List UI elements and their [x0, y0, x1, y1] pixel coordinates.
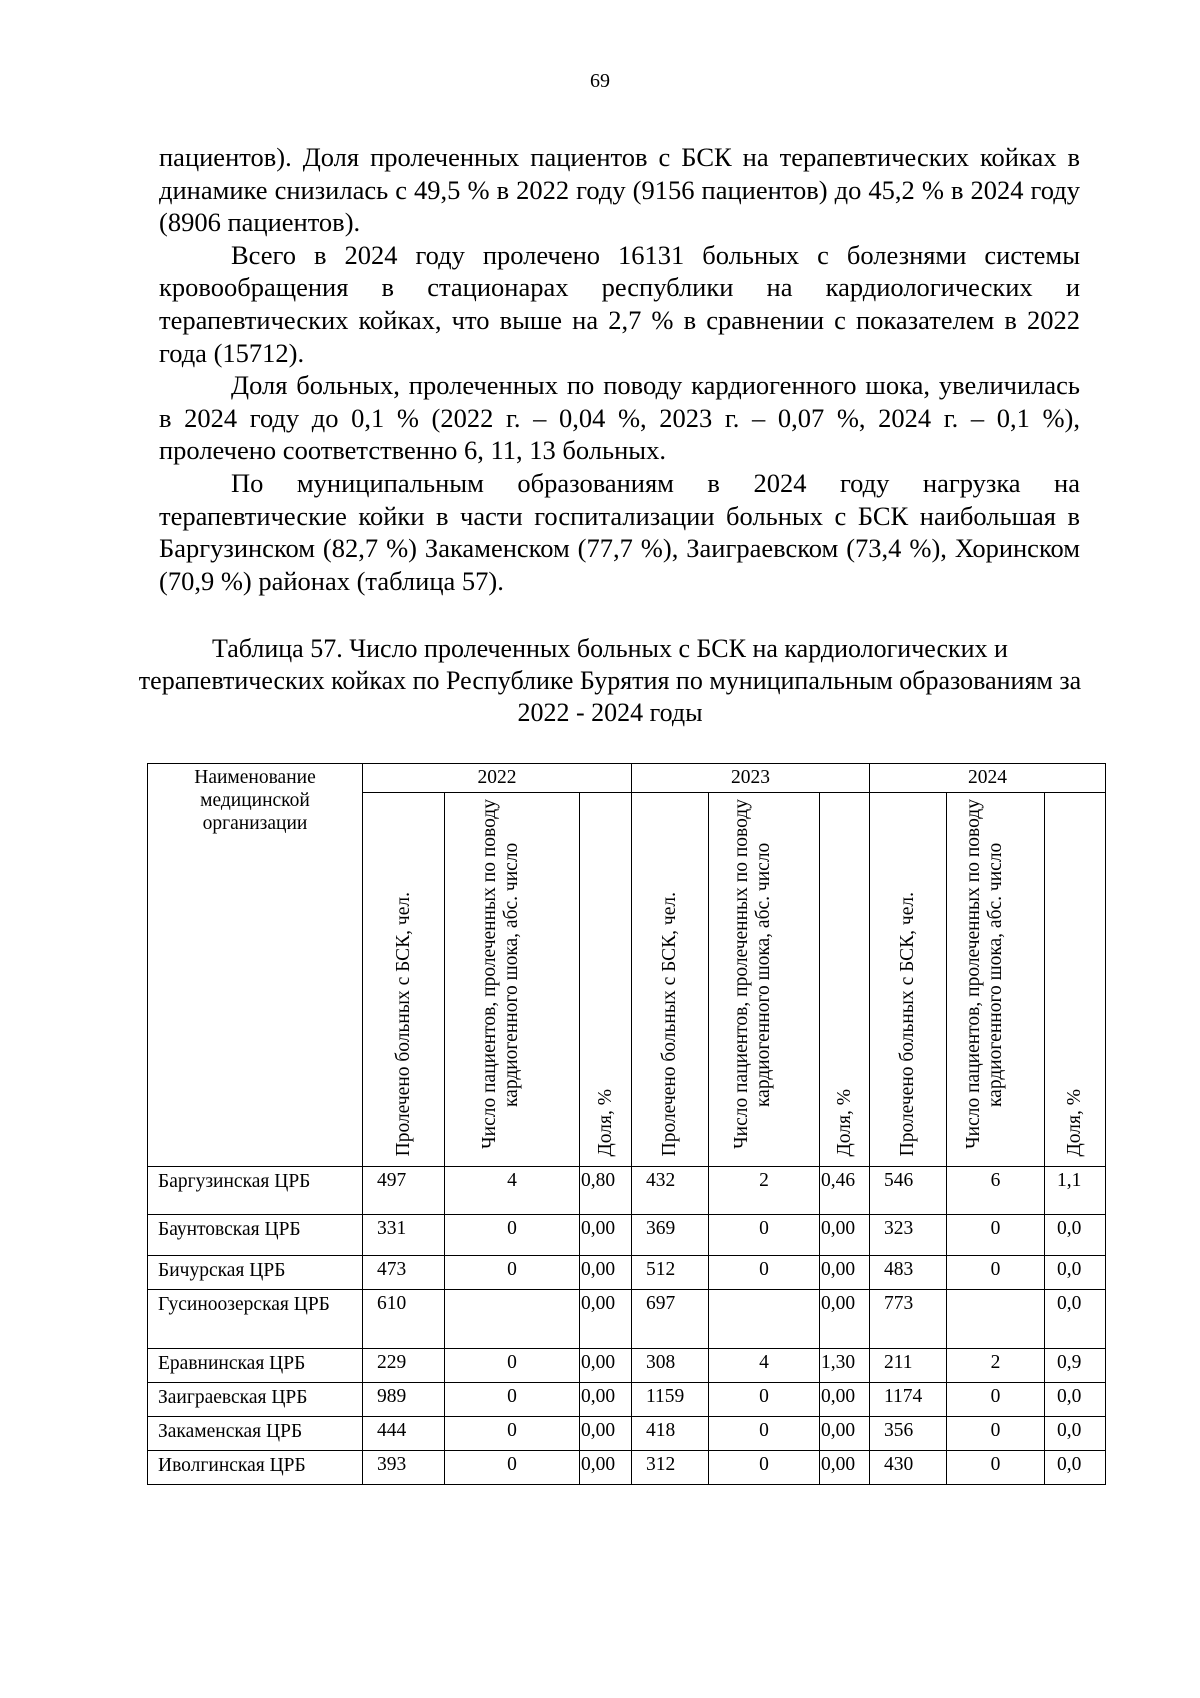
cell: 1,30 [820, 1349, 870, 1383]
cell: 610 [363, 1290, 445, 1349]
cell: 0 [709, 1256, 820, 1290]
cell: 0 [445, 1451, 580, 1485]
cell: 211 [870, 1349, 947, 1383]
share-header: Доля, % [833, 1088, 855, 1156]
cell: 0 [947, 1451, 1045, 1485]
header-row-years [148, 764, 1106, 793]
cell: 0,0 [1045, 1290, 1106, 1349]
cell: 0 [709, 1383, 820, 1417]
cell: 1174 [870, 1383, 947, 1417]
body-text [159, 141, 1080, 597]
cell [709, 1290, 820, 1349]
table-row [148, 1215, 1106, 1256]
cell: 2 [947, 1349, 1045, 1383]
shock-header: Число пациентов, пролеченных по поводу кардиогенного шока, абс. число [479, 799, 522, 1150]
paragraph: Всего в 2024 году пролечено 16131 больных с болезнями системы кровообращения в стационарах республики на кардиологических и терапевтических койках, что выше на 2,7 % в сравнении с показателем в 2022 года (15712). [159, 239, 1080, 368]
cell: 430 [870, 1451, 947, 1485]
org-name: Заиграевская ЦРБ [148, 1383, 363, 1417]
cell: 0 [445, 1417, 580, 1451]
cell: 546 [870, 1167, 947, 1215]
cell: 444 [363, 1417, 445, 1451]
cell: 0 [445, 1349, 580, 1383]
cell: 0,00 [820, 1215, 870, 1256]
cell: 773 [870, 1290, 947, 1349]
cell: 0,0 [1045, 1215, 1106, 1256]
cell: 0,00 [580, 1290, 632, 1349]
org-name: Закаменская ЦРБ [148, 1417, 363, 1451]
year-header: 2023 [632, 764, 870, 793]
share-header: Доля, % [594, 1088, 616, 1156]
year-header: 2022 [363, 764, 632, 793]
org-name: Бичурская ЦРБ [148, 1256, 363, 1290]
shock-header: Число пациентов, пролеченных по поводу кардиогенного шока, абс. число [962, 799, 1006, 1150]
cell: 6 [947, 1167, 1045, 1215]
table-row [148, 1451, 1106, 1485]
cell: 0 [445, 1215, 580, 1256]
cell [947, 1290, 1045, 1349]
cell: 0 [947, 1256, 1045, 1290]
cell: 0,00 [580, 1215, 632, 1256]
cell: 432 [632, 1167, 709, 1215]
cell: 2 [709, 1167, 820, 1215]
cell: 0 [709, 1215, 820, 1256]
cell: 0 [709, 1417, 820, 1451]
year-header: 2024 [870, 764, 1106, 793]
cell: 0 [709, 1451, 820, 1485]
cell: 331 [363, 1215, 445, 1256]
cell [445, 1290, 580, 1349]
cell: 0,00 [580, 1349, 632, 1383]
cell: 0 [947, 1417, 1045, 1451]
cell: 369 [632, 1215, 709, 1256]
cell: 0,9 [1045, 1349, 1106, 1383]
page-number: 69 [590, 70, 610, 92]
paragraph: По муниципальным образованиям в 2024 году нагрузка на терапевтические койки в части госпитализации больных с БСК наибольшая в Баргузинском (82,7 %) Закаменском (77,7 %), Заиграевском (73,4 %), Хоринском (70,9 %) районах (таблица 57). [159, 467, 1080, 596]
cell: 0,0 [1045, 1417, 1106, 1451]
cell: 697 [632, 1290, 709, 1349]
cell: 0,46 [820, 1167, 870, 1215]
cell: 0,00 [580, 1417, 632, 1451]
cell: 0,0 [1045, 1451, 1106, 1485]
cell: 483 [870, 1256, 947, 1290]
cell: 323 [870, 1215, 947, 1256]
table-row [148, 1290, 1106, 1349]
cell: 356 [870, 1417, 947, 1451]
share-header: Доля, % [1064, 1088, 1086, 1156]
table-caption: Таблица 57. Число пролеченных больных с БСК на кардиологических и терапевтических койках по Республике Бурятия по муниципальным образованиям за 2022 - 2024 годы [138, 634, 1082, 727]
cell: 0 [445, 1383, 580, 1417]
cell: 308 [632, 1349, 709, 1383]
paragraph: пациентов). Доля пролеченных пациентов с БСК на терапевтических койках в динамике снизилась с 49,5 % в 2022 году (9156 пациентов) до 45,2 % в 2024 году (8906 пациентов). [159, 142, 1080, 238]
cell: 1159 [632, 1383, 709, 1417]
cell: 0 [947, 1215, 1045, 1256]
org-name: Еравнинская ЦРБ [148, 1349, 363, 1383]
cell: 393 [363, 1451, 445, 1485]
cell: 0,00 [820, 1383, 870, 1417]
cell: 0 [947, 1383, 1045, 1417]
shock-header: Число пациентов, пролеченных по поводу кардиогенного шока, абс. число [731, 799, 775, 1150]
cell: 229 [363, 1349, 445, 1383]
table-row [148, 1383, 1106, 1417]
cell: 0,00 [820, 1256, 870, 1290]
cell: 0,0 [1045, 1256, 1106, 1290]
cell: 4 [709, 1349, 820, 1383]
cell: 497 [363, 1167, 445, 1215]
cell: 0,00 [820, 1417, 870, 1451]
table-row [148, 1417, 1106, 1451]
org-name: Баргузинская ЦРБ [148, 1167, 363, 1215]
org-name: Баунтовская ЦРБ [148, 1215, 363, 1256]
cell: 0,00 [580, 1451, 632, 1485]
org-name: Иволгинская ЦРБ [148, 1451, 363, 1485]
cell: 0 [445, 1256, 580, 1290]
cell: 473 [363, 1256, 445, 1290]
cell: 0,00 [580, 1256, 632, 1290]
table-row [148, 1167, 1106, 1215]
cell: 418 [632, 1417, 709, 1451]
table-row [148, 1349, 1106, 1383]
cell: 0,00 [580, 1383, 632, 1417]
table-row [148, 1256, 1106, 1290]
treated-header: Пролечено больных с БСК, чел. [659, 891, 681, 1156]
cell: 989 [363, 1383, 445, 1417]
cell: 0,80 [580, 1167, 632, 1215]
treated-header: Пролечено больных с БСК, чел. [897, 891, 919, 1156]
treated-header: Пролечено больных с БСК, чел. [392, 891, 414, 1156]
cell: 0,00 [820, 1290, 870, 1349]
cell: 512 [632, 1256, 709, 1290]
cell: 1,1 [1045, 1167, 1106, 1215]
cell: 312 [632, 1451, 709, 1485]
org-header: Наименование медицинской организации [148, 764, 363, 1167]
cell: 0,0 [1045, 1383, 1106, 1417]
cell: 0,00 [820, 1451, 870, 1485]
cell: 4 [445, 1167, 580, 1215]
org-name: Гусиноозерская ЦРБ [148, 1290, 363, 1349]
data-table [147, 763, 1106, 1485]
paragraph: Доля больных, пролеченных по поводу кардиогенного шока, увеличилась в 2024 году до 0,1 % (2022 г. – 0,04 %, 2023 г. – 0,07 %, 2024 г. – 0,1 %), пролечено соответственно 6, 11, 13 больных. [159, 370, 1080, 466]
